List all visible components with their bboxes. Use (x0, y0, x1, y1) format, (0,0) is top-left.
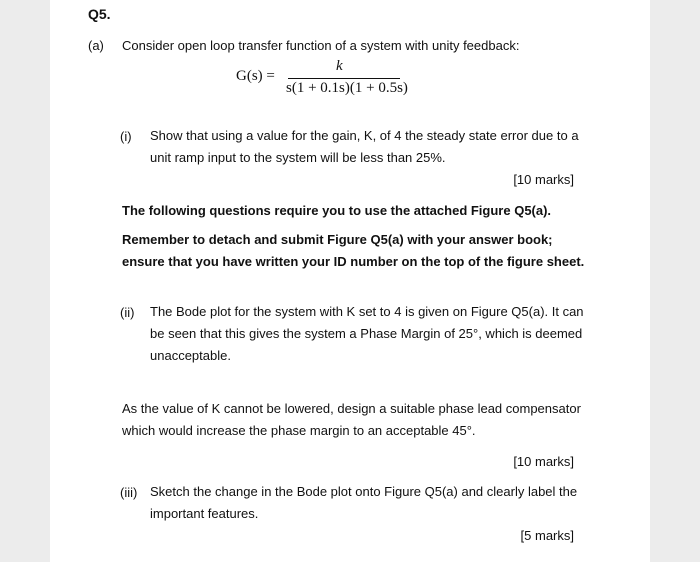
sub-iii-line1: Sketch the change in the Bode plot onto Figure Q5(a) and clearly label the (150, 484, 578, 499)
sub-ii-line1: The Bode plot for the system with K set to 4 is given on Figure Q5(a). It can (150, 304, 584, 319)
sub-i-label: (i) (120, 129, 132, 144)
sub-ii-line3: unacceptable. (150, 348, 231, 363)
sub-i-marks: [10 marks] (513, 172, 574, 187)
sub-ii-marks: [10 marks] (513, 454, 574, 469)
formula-numerator: k (336, 58, 343, 74)
sub-ii-paragraph-line1: As the value of K cannot be lowered, design a suitable phase lead compensator (122, 401, 581, 416)
sub-iii-marks: [5 marks] (520, 528, 574, 543)
formula-denominator: s(1 + 0.1s)(1 + 0.5s) (286, 80, 408, 96)
sub-iii-label: (iii) (120, 485, 138, 500)
sub-iii-line2: important features. (150, 506, 259, 521)
sub-i-line1: Show that using a value for the gain, K, of 4 the steady state error due to a (150, 128, 579, 143)
sub-ii-label: (ii) (120, 305, 135, 320)
sub-ii-line2: be seen that this gives the system a Phase Margin of 25°, which is deemed (150, 326, 583, 341)
part-a-text: Consider open loop transfer function of a system with unity feedback: (122, 38, 520, 53)
fraction-bar (288, 78, 400, 79)
instruction-line2: Remember to detach and submit Figure Q5(a) with your answer book; (122, 232, 553, 247)
formula-lhs: G(s) = (236, 68, 275, 84)
sub-i-line2: unit ramp input to the system will be less than 25%. (150, 150, 446, 165)
instruction-line3: ensure that you have written your ID number on the top of the figure sheet. (122, 254, 585, 269)
instruction-line1: The following questions require you to use the attached Figure Q5(a). (122, 203, 552, 218)
part-a-label: (a) (88, 38, 104, 53)
exam-page (50, 0, 650, 562)
sub-ii-paragraph-line2: which would increase the phase margin to an acceptable 45°. (122, 423, 476, 438)
question-number: Q5. (88, 6, 111, 22)
